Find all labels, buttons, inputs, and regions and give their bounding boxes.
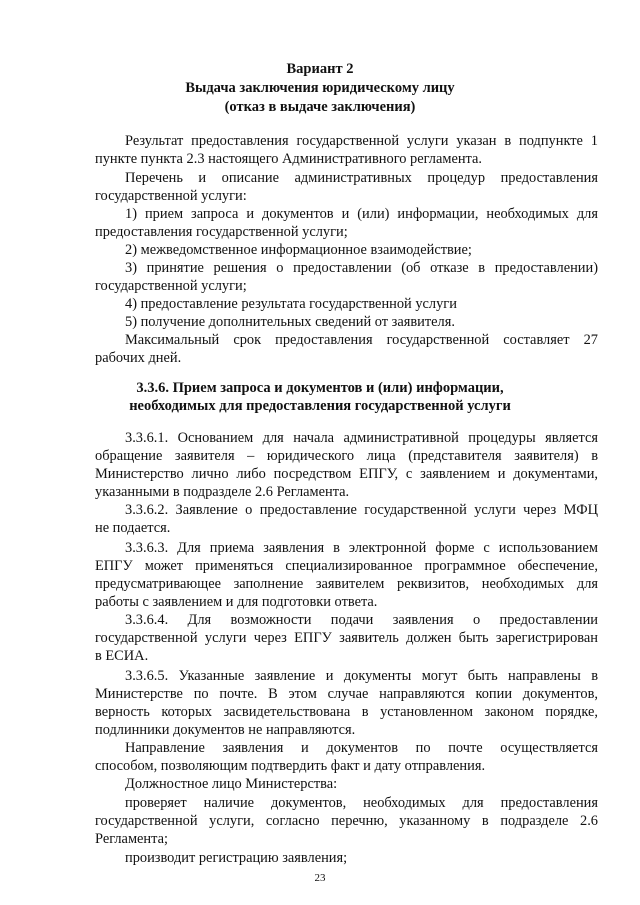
paragraph-line: Максимальный срок предоставления государственной составляет 27: [125, 332, 598, 348]
paragraph-line: проверяет наличие документов, необходимых для предоставления: [125, 795, 598, 811]
paragraph-line: пункте пункта 2.3 настоящего Административного регламента.: [95, 151, 482, 167]
paragraph-line: указанными в подразделе 2.6 Регламента.: [95, 484, 350, 500]
list-item: 2) межведомственное информационное взаимодействие;: [125, 242, 472, 258]
list-item: 4) предоставление результата государственной услуги: [125, 296, 457, 312]
page-number: 23: [314, 872, 326, 884]
paragraph-line: предоставления государственной услуги;: [95, 224, 348, 240]
list-item: 1) прием запроса и документов и (или) информации, необходимых для: [125, 206, 598, 222]
paragraph-line: 3.3.6.3. Для приема заявления в электронной форме с использованием: [125, 540, 598, 556]
paragraph-line: 3.3.6.1. Основанием для начала административной процедуры является: [125, 430, 598, 446]
paragraph-line: Направление заявления и документов по почте осуществляется: [125, 740, 598, 756]
paragraph-line: государственной услуги через ЕПГУ заявитель должен быть зарегистрирован: [95, 630, 598, 646]
variant-subtitle: Выдача заключения юридическому лицу: [185, 80, 455, 96]
paragraph-line: предусматривающее заполнение заявителем реквизитов, необходимых для: [95, 576, 598, 592]
section-title: 3.3.6. Прием запроса и документов и (или) информации,: [136, 380, 504, 396]
paragraph-line: подлинники документов не направляются.: [95, 722, 356, 738]
paragraph-line: обращение заявителя – юридического лица (представителя заявителя) в: [95, 448, 598, 464]
paragraph-line: государственной услуги:: [95, 188, 247, 204]
paragraph-line: 3.3.6.5. Указанные заявление и документы могут быть направлены в: [125, 668, 598, 684]
paragraph-line: 3.3.6.2. Заявление о предоставление государственной услуги через МФЦ: [125, 502, 598, 518]
paragraph-line: Перечень и описание административных процедур предоставления: [125, 170, 598, 186]
list-item: 5) получение дополнительных сведений от заявителя.: [125, 314, 455, 330]
variant-subtitle-note: (отказ в выдаче заключения): [224, 99, 416, 115]
list-item: 3) принятие решения о предоставлении (об отказе в предоставлении): [125, 260, 598, 276]
paragraph-line: государственной услуги, согласно перечню, указанному в подразделе 2.6: [95, 813, 598, 829]
paragraph-line: способом, позволяющим подтвердить факт и дату отправления.: [95, 758, 486, 774]
paragraph-line: государственной услуги;: [95, 278, 247, 294]
section-title: необходимых для предоставления государственной услуги: [129, 398, 511, 414]
paragraph-line: не подается.: [95, 520, 171, 536]
paragraph-line: работы с заявлением и для подготовки ответа.: [95, 594, 378, 610]
paragraph-line: Результат предоставления государственной услуги указан в подпункте 1: [125, 133, 598, 149]
paragraph-line: Министерство лично либо посредством ЕПГУ, с заявлением и документами,: [95, 466, 598, 482]
variant-title: Вариант 2: [286, 61, 354, 77]
paragraph-line: ЕПГУ может применяться специализированное программное обеспечение,: [95, 558, 598, 574]
paragraph-line: рабочих дней.: [95, 350, 182, 366]
paragraph-line: верность которых засвидетельствована в установленном законом порядке,: [95, 704, 598, 720]
paragraph-line: Регламента;: [95, 831, 168, 847]
paragraph-line: Министерстве по почте. В этом случае направляются копии документов,: [95, 686, 598, 702]
paragraph-line: в ЕСИА.: [95, 648, 149, 664]
paragraph-line: Должностное лицо Министерства:: [125, 776, 338, 792]
paragraph-line: 3.3.6.4. Для возможности подачи заявления о предоставлении: [125, 612, 598, 628]
paragraph-line: производит регистрацию заявления;: [125, 850, 348, 866]
